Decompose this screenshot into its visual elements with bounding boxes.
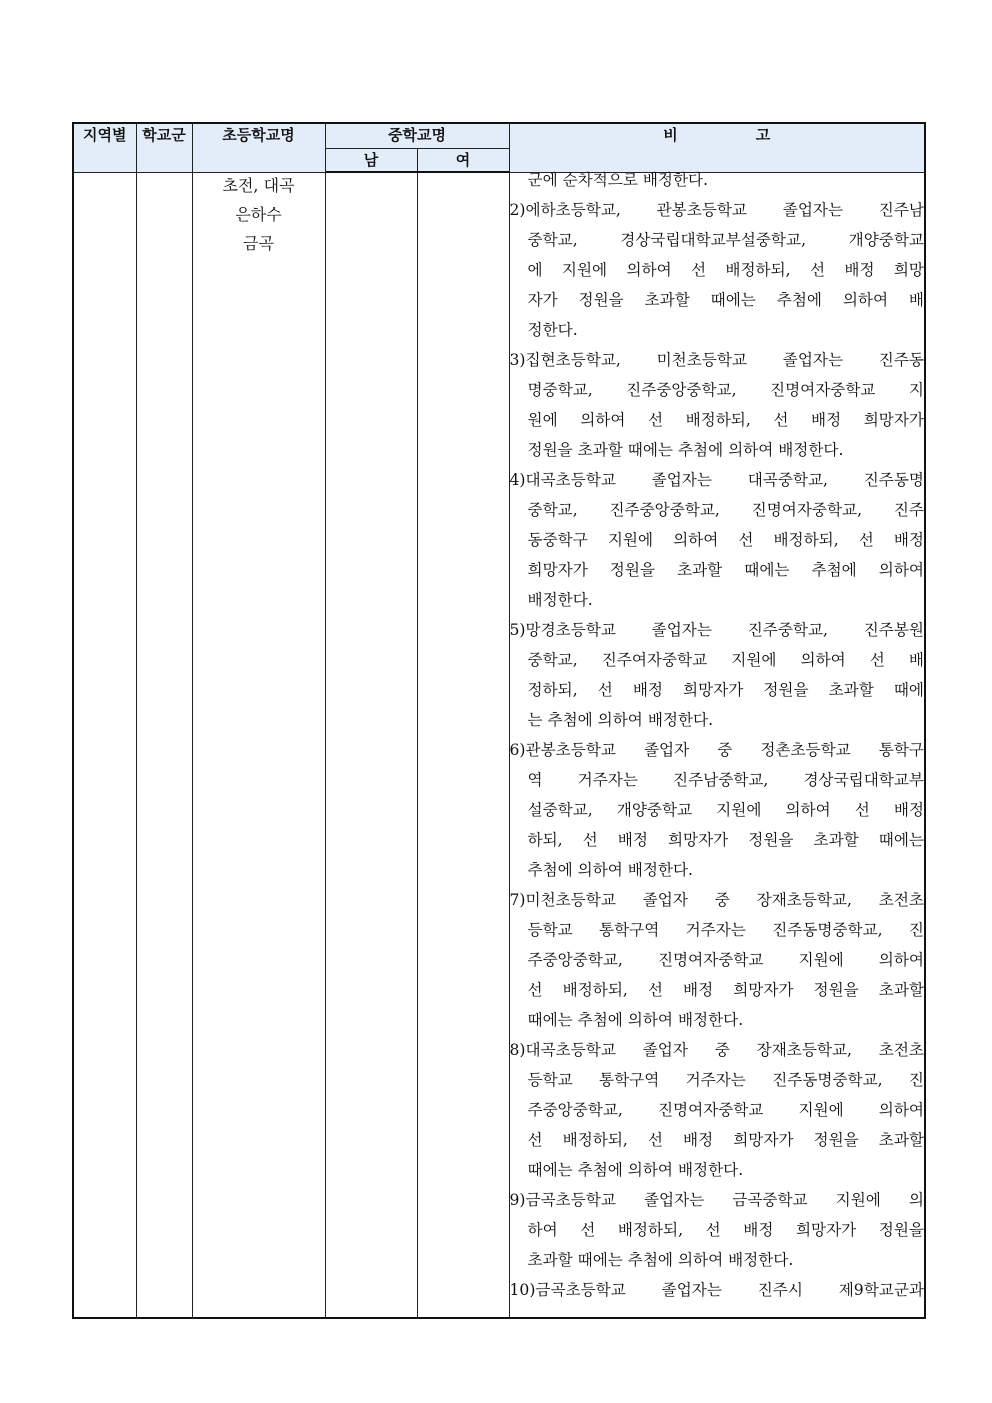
remark-line: 설중학교, 개양중학교 지원에 의하여 선 배정 [527,800,924,819]
header-male: 남 [325,149,417,173]
remark-line: 5)망경초등학교 졸업자는 진주중학교, 진주봉원 [509,620,924,639]
header-remark-1: 비 [663,126,678,144]
middle-male-cell [325,172,417,1318]
header-region: 지역별 [73,123,136,172]
remark-line: 선 배정하되, 선 배정 희망자가 정원을 초과할 [527,1130,924,1149]
remark-line: 원에 의하여 선 배정하되, 선 배정 희망자가 [527,410,924,429]
remark-line: 군에 순차적으로 배정한다. [527,170,709,189]
middle-female-cell [417,172,509,1318]
remark-line: 3)집현초등학교, 미천초등학교 졸업자는 진주동 [509,350,924,369]
remark-line: 자가 정원을 초과할 때에는 추첨에 의하여 배 [527,290,924,309]
header-elementary: 초등학교명 [192,123,325,172]
header-female: 여 [417,149,509,173]
remark-line: 정원을 초과할 때에는 추첨에 의하여 배정한다. [527,440,844,459]
remark-line: 정하되, 선 배정 희망자가 정원을 초과할 때에 [527,680,924,699]
elementary-school-item: 초전, 대곡 [222,175,295,195]
remark-line: 명중학교, 진주중앙중학교, 진명여자중학교 지 [527,380,924,399]
header-school-group: 학교군 [136,123,192,172]
remark-line: 9)금곡초등학교 졸업자는 금곡중학교 지원에 의 [509,1190,924,1209]
remark-line: 주중앙중학교, 진명여자중학교 지원에 의하여 [527,950,924,969]
elementary-school-list [192,172,325,1318]
remarks-cell [509,172,925,1318]
remark-line: 등학교 통학구역 거주자는 진주동명중학교, 진 [527,920,924,939]
remark-line: 중학교, 경상국립대학교부설중학교, 개양중학교 [527,230,924,249]
header-middle: 중학교명 [325,123,509,149]
remark-line: 에 지원에 의하여 선 배정하되, 선 배정 희망 [527,260,924,279]
remark-line: 등학교 통학구역 거주자는 진주동명중학교, 진 [527,1070,924,1089]
remark-line: 하되, 선 배정 희망자가 정원을 초과할 때에는 [527,830,924,849]
remark-line: 역 거주자는 진주남중학교, 경상국립대학교부 [527,770,924,789]
remark-item [510,165,925,195]
remark-line: 2)에하초등학교, 관봉초등학교 졸업자는 진주남 [509,200,924,219]
remark-line: 정한다. [527,320,578,339]
remark-item [510,885,925,1035]
remark-line: 는 추첨에 의하여 배정한다. [527,710,714,729]
remark-line: 희망자가 정원을 초과할 때에는 추첨에 의하여 [527,560,924,579]
remark-item [510,465,925,615]
remark-line: 선 배정하되, 선 배정 희망자가 정원을 초과할 [527,980,924,999]
remark-line: 주중앙중학교, 진명여자중학교 지원에 의하여 [527,1100,924,1119]
remark-line: 하여 선 배정하되, 선 배정 희망자가 정원을 [527,1220,924,1239]
remark-line: 4)대곡초등학교 졸업자는 대곡중학교, 진주동명 [509,470,924,489]
remark-line: 중학교, 진주여자중학교 지원에 의하여 선 배 [527,650,924,669]
remark-item [510,195,925,345]
remark-item [510,615,925,735]
remark-item [510,735,925,885]
region-cell [73,172,136,1318]
remark-line: 때에는 추첨에 의하여 배정한다. [527,1010,744,1029]
remark-line: 중학교, 진주중앙중학교, 진명여자중학교, 진주 [527,500,924,519]
remark-line: 7)미천초등학교 졸업자 중 장재초등학교, 초전초 [509,890,924,909]
remark-item [510,345,925,465]
remark-line: 때에는 추첨에 의하여 배정한다. [527,1160,744,1179]
school-group-cell [136,172,192,1318]
remark-line: 추첨에 의하여 배정한다. [527,860,694,879]
remark-line: 동중학구 지원에 의하여 선 배정하되, 선 배정 [527,530,924,549]
remark-line: 초과할 때에는 추첨에 의하여 배정한다. [527,1250,794,1269]
elementary-school-item: 금곡 [243,233,274,253]
remark-item [510,1275,925,1305]
remark-line: 10)금곡초등학교 졸업자는 진주시 제9학교군과 [509,1280,924,1299]
remark-item [510,1035,925,1185]
header-remark-2: 고 [755,126,771,144]
remark-line: 6)관봉초등학교 졸업자 중 정촌초등학교 통학구 [509,740,924,759]
remark-line: 배정한다. [527,590,593,609]
elementary-school-item: 은하수 [235,204,282,224]
remark-item [510,1185,925,1275]
school-assignment-table [72,122,926,1319]
remark-line: 8)대곡초등학교 졸업자 중 장재초등학교, 초전초 [509,1040,924,1059]
